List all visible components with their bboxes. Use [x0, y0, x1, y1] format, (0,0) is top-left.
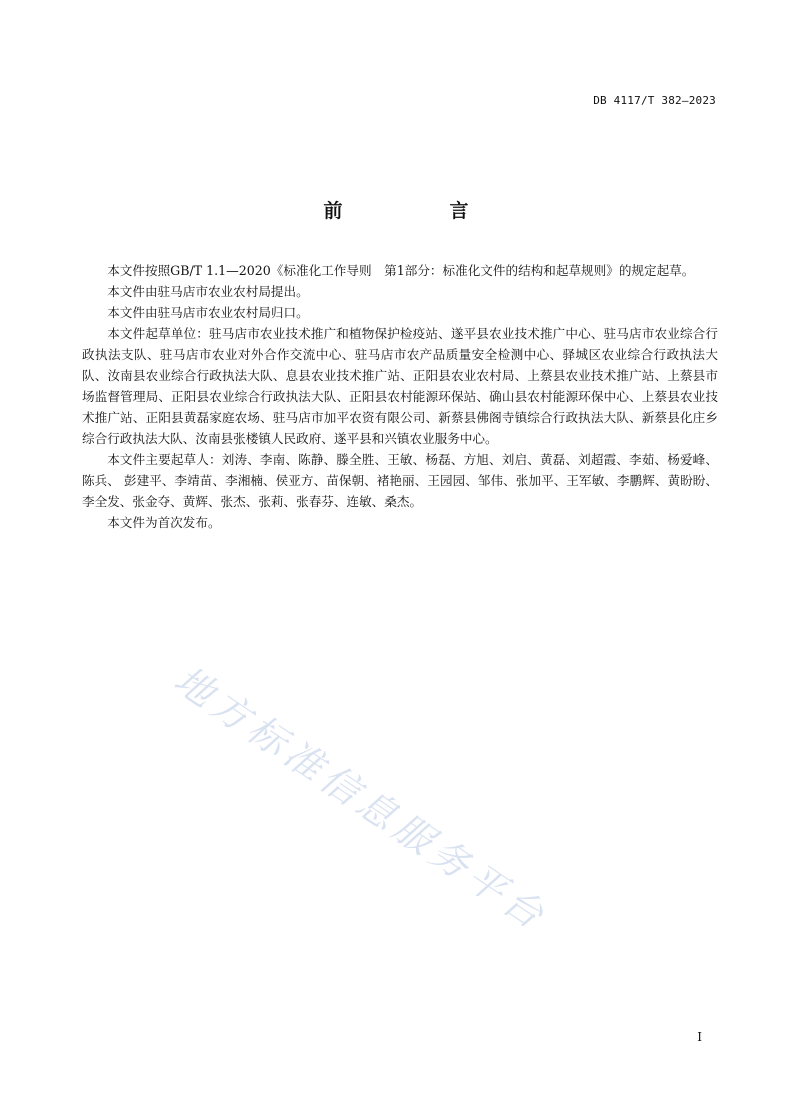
page-number: I — [697, 1030, 702, 1044]
paragraph-centralized-by: 本文件由驻马店市农业农村局归口。 — [107, 305, 309, 320]
paragraph-main-drafters: 本文件主要起草人：刘涛、李南、陈静、滕全胜、王敏、杨磊、方旭、刘启、黄磊、刘超霞、李茹、杨爱峰、陈兵、 彭建平、李靖苗、李湘楠、侯亚方、苗保朝、褚艳丽、王园园、邹伟、张加平、王军敏、李鹏辉、黄盼盼、李全发、张金夺、黄辉、张杰、张莉、张春芬、连敏、桑杰。 — [82, 452, 718, 509]
paragraph-proposer: 本文件由驻马店市农业农村局提出。 — [107, 284, 309, 299]
document-code: DB 4117/T 382—2023 — [593, 94, 716, 107]
page-title: 前 言 — [323, 200, 513, 222]
watermark: 地方标准信息服务平台 — [166, 657, 556, 940]
paragraph-drafting-units: 本文件起草单位：驻马店市农业技术推广和植物保护检疫站、遂平县农业技术推广中心、驻马店市农业综合行政执法支队、驻马店市农业对外合作交流中心、驻马店市农产品质量安全检测中心、驿城区农业综合行政执法大队、汝南县农业综合行政执法大队、息县农业技术推广站、正阳县农业农村局、上蔡县农业技术推广站、上蔡县市场监督管理局、正阳县农业综合行政执法大队、正阳县农村能源环保站、确山县农村能源环保中心、上蔡县农业技术推广站、正阳县黄磊家庭农场、驻马店市加平农资有限公司、新蔡县佛阁寺镇综合行政执法大队、新蔡县化庄乡综合行政执法大队、汝南县张楼镇人民政府、遂平县和兴镇农业服务中心。 — [82, 326, 718, 446]
foreword-body — [82, 260, 718, 533]
paragraph-drafting-rule: 本文件按照GB/T 1.1—2020《标准化工作导则 第1部分：标准化文件的结构和起草规则》的规定起草。 — [107, 263, 695, 278]
paragraph-first-release: 本文件为首次发布。 — [107, 515, 221, 530]
